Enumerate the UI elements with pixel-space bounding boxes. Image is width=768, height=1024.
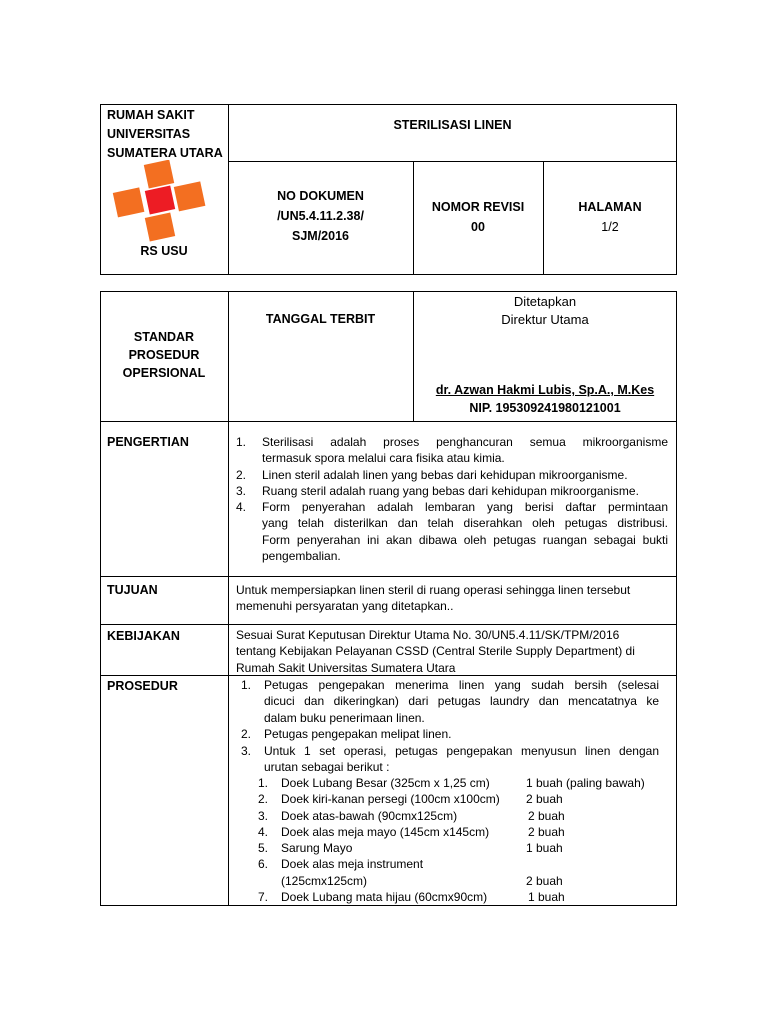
pengertian-label: PENGERTIAN bbox=[107, 435, 189, 449]
no-dokumen: NO DOKUMEN /UN5.4.11.2.38/ SJM/2016 bbox=[277, 189, 364, 243]
list-item-number: 3. bbox=[236, 484, 247, 498]
list-item-text: Ruang steril adalah ruang yang bebas dari kehidupan mikroorganisme. bbox=[262, 484, 639, 498]
list-item-text: Sterilisasi adalah proses penghancuran semua mikroorganisme termasuk spora melalui cara fisika atau kimia. bbox=[262, 435, 668, 466]
step-text: Petugas pengepakan menerima linen yang sudah bersih (selesai dicuci dan dikeringkan) dari petugas laundry dan mencatatnya ke dalam buku penerimaan linen. bbox=[264, 678, 659, 725]
linen-item-qty: 1 buah (paling bawah) bbox=[526, 776, 645, 790]
tujuan-label: TUJUAN bbox=[107, 583, 158, 597]
list-item-text: Linen steril adalah linen yang bebas dari kehidupan mikroorganisme. bbox=[262, 468, 628, 482]
list-item-text: Form penyerahan adalah lembaran yang berisi daftar permintaan yang telah disterilkan dan telah diserahkan oleh petugas distribusi. Form penyerahan ini akan dibawa oleh petugas ruangan sebagai bukti pengembalian. bbox=[262, 500, 668, 564]
linen-item-qty: 2 buah bbox=[528, 825, 565, 839]
nomor-revisi: NOMOR REVISI 00 bbox=[431, 200, 525, 234]
linen-item-name: Doek kiri-kanan persegi (100cm x100cm) bbox=[281, 792, 500, 806]
linen-item-name: Doek Lubang Besar (325cm x 1,25 cm) bbox=[281, 776, 490, 790]
list-item-number: 4. bbox=[236, 500, 247, 514]
tanggal-terbit-label: TANGGAL TERBIT bbox=[265, 312, 376, 326]
logo-square-right bbox=[174, 181, 206, 211]
linen-item-name: Doek Lubang mata hijau (60cmx90cm) bbox=[281, 890, 488, 904]
linen-item-number: 5. bbox=[258, 841, 269, 855]
row-divider bbox=[100, 576, 677, 577]
sop-title: STANDAR PROSEDUR OPERSIONAL bbox=[122, 330, 206, 380]
linen-item-name: Doek atas-bawah (90cmx125cm) bbox=[281, 809, 458, 823]
linen-item-qty: 2 buah bbox=[526, 792, 563, 806]
logo-square-top bbox=[144, 160, 174, 188]
signer-nip: NIP. 195309241980121001 bbox=[469, 401, 621, 415]
linen-item-qty: 1 buah bbox=[528, 890, 565, 904]
linen-item-qty: 2 buah bbox=[528, 809, 565, 823]
prosedur-label: PROSEDUR bbox=[107, 679, 178, 693]
step-number: 2. bbox=[241, 727, 252, 741]
linen-item-number: 2. bbox=[258, 792, 269, 806]
logo-caption: RS USU bbox=[140, 244, 188, 258]
ditetapkan-block: Ditetapkan Direktur Utama bbox=[501, 294, 589, 327]
linen-item-number: 3. bbox=[258, 809, 269, 823]
list-item-number: 2. bbox=[236, 468, 247, 482]
step-text: Untuk 1 set operasi, petugas pengepakan menyusun linen dengan urutan sebagai berikut : bbox=[264, 744, 659, 775]
step-text: Petugas pengepakan melipat linen. bbox=[264, 727, 452, 741]
doc-title: STERILISASI LINEN bbox=[393, 118, 512, 132]
kebijakan-label: KEBIJAKAN bbox=[107, 629, 180, 643]
tujuan-text: Untuk mempersiapkan linen steril di ruang operasi sehingga linen tersebut memenuhi persyaratan yang ditetapkan.. bbox=[236, 583, 631, 614]
linen-item-name: Doek alas meja instrument bbox=[281, 857, 424, 871]
linen-item-name: (125cmx125cm) bbox=[281, 874, 368, 888]
list-item-number: 1. bbox=[236, 435, 247, 449]
hospital-name: RUMAH SAKIT UNIVERSITAS SUMATERA UTARA bbox=[107, 108, 223, 160]
logo-square-bottom bbox=[145, 213, 175, 242]
step-number: 1. bbox=[241, 678, 252, 692]
kebijakan-text: Sesuai Surat Keputusan Direktur Utama No. 30/UN5.4.11/SK/TPM/2016 tentang Kebijakan Pelayanan CSSD (Central Sterile Supply Department) di Rumah Sakit Universitas Sumatera Utara bbox=[236, 628, 635, 675]
linen-item-number: 7. bbox=[258, 890, 269, 904]
step-number: 3. bbox=[241, 744, 252, 758]
linen-item-qty: 2 buah bbox=[526, 874, 563, 888]
linen-item-number: 6. bbox=[258, 857, 269, 871]
linen-item-number: 1. bbox=[258, 776, 269, 790]
logo-square-center bbox=[145, 186, 175, 215]
header-divider bbox=[228, 161, 677, 162]
row-divider bbox=[100, 624, 677, 625]
linen-item-qty: 1 buah bbox=[526, 841, 563, 855]
halaman: HALAMAN 1/2 bbox=[578, 200, 642, 234]
linen-item-number: 4. bbox=[258, 825, 269, 839]
linen-item-name: Doek alas meja mayo (145cm x145cm) bbox=[281, 825, 490, 839]
column-divider bbox=[228, 291, 229, 906]
hospital-logo bbox=[111, 160, 207, 244]
linen-item-name: Sarung Mayo bbox=[281, 841, 353, 855]
logo-square-left bbox=[113, 187, 145, 217]
row-divider bbox=[100, 421, 677, 422]
signer-name: dr. Azwan Hakmi Lubis, Sp.A., M.Kes bbox=[435, 383, 655, 397]
